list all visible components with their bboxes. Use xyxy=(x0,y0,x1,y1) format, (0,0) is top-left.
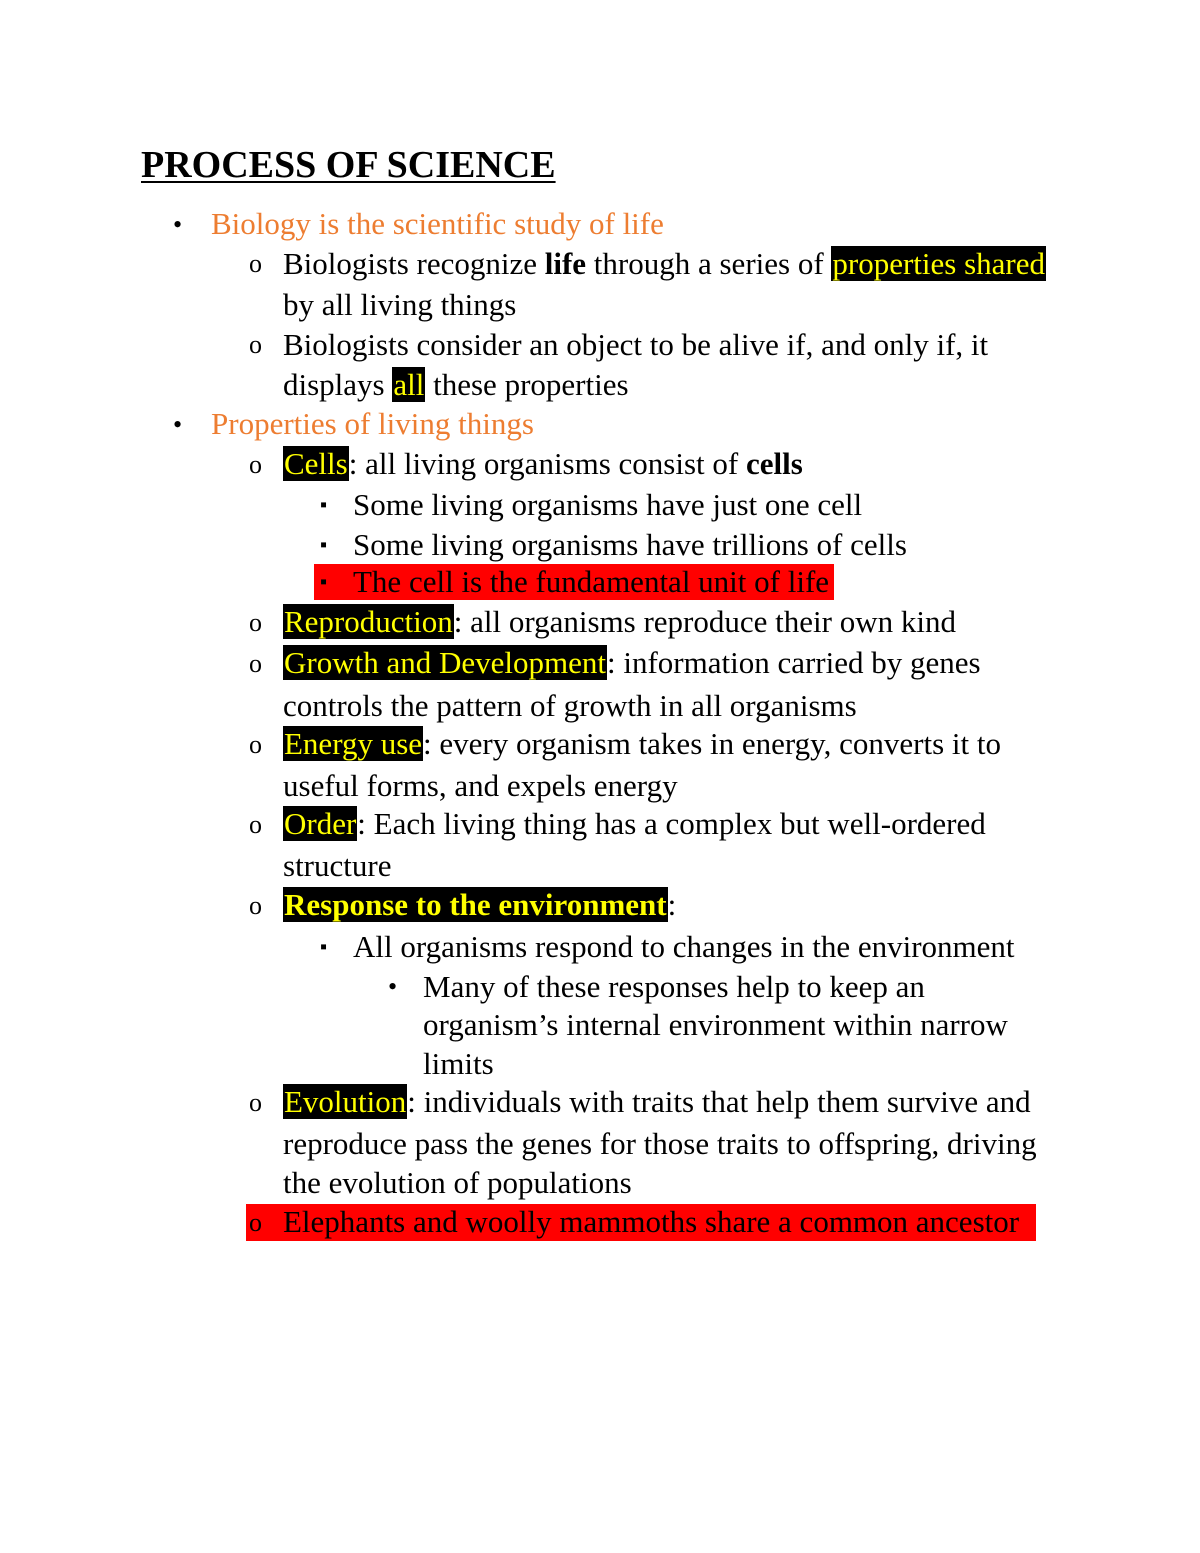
list-item-continuation: organism’s internal environment within narrow xyxy=(423,1007,1008,1042)
list-item-continuation: reproduce pass the genes for those traits to offspring, driving xyxy=(283,1126,1037,1161)
list-item: Some living organisms have trillions of cells xyxy=(353,527,907,562)
list-item-continuation: limits xyxy=(423,1046,494,1081)
bullet-square: ▪ xyxy=(320,494,328,516)
bullet-circle: o xyxy=(249,330,262,359)
list-item-continuation: controls the pattern of growth in all organisms xyxy=(283,688,857,723)
list-item: Response to the environment: xyxy=(284,887,677,922)
list-item: Biologists consider an object to be alive if, and only if, it xyxy=(283,327,989,362)
page-title: PROCESS OF SCIENCE xyxy=(141,144,556,186)
bullet-circle: o xyxy=(249,1088,262,1117)
bullet-circle: o xyxy=(249,1208,262,1237)
highlight: properties shared xyxy=(832,246,1046,281)
heading-biology: Biology is the scientific study of life xyxy=(211,206,664,241)
bullet-circle: o xyxy=(249,891,262,920)
bullet-circle: o xyxy=(249,730,262,759)
bullet-circle: o xyxy=(249,649,262,678)
bullet-circle: o xyxy=(249,810,262,839)
list-item-continuation: useful forms, and expels energy xyxy=(283,768,678,803)
highlight: all xyxy=(393,367,425,402)
list-item-continuation: structure xyxy=(283,848,392,883)
list-item: Energy use: every organism takes in energy, converts it to xyxy=(284,726,1001,761)
list-item: Growth and Development: information carried by genes xyxy=(284,645,981,680)
list-item-continuation: the evolution of populations xyxy=(283,1165,632,1200)
bullet-disc: • xyxy=(388,972,398,1001)
bullet-square: ▪ xyxy=(320,571,328,593)
list-item-highlighted: Elephants and woolly mammoths share a common ancestor xyxy=(283,1204,1020,1239)
bullet-circle: o xyxy=(249,450,262,479)
list-item-continuation: displays all these properties xyxy=(283,367,629,402)
list-item: Order: Each living thing has a complex but well-ordered xyxy=(284,806,986,841)
list-item: Biologists recognize life through a series of properties shared xyxy=(283,246,1046,281)
list-item-continuation: by all living things xyxy=(283,287,517,322)
bullet-circle: o xyxy=(249,249,262,278)
bullet-square: ▪ xyxy=(320,936,328,958)
bullet-disc: • xyxy=(173,410,183,439)
list-item: Many of these responses help to keep an xyxy=(423,969,925,1004)
highlight: Response to the environment xyxy=(284,887,667,922)
bullet-circle: o xyxy=(249,608,262,637)
highlight: Cells xyxy=(284,446,348,481)
highlight: Reproduction xyxy=(284,604,453,639)
list-item: Cells: all living organisms consist of cells xyxy=(284,446,803,481)
bullet-square: ▪ xyxy=(320,534,328,556)
list-item: All organisms respond to changes in the environment xyxy=(353,929,1015,964)
highlight: Evolution xyxy=(284,1084,407,1119)
heading-properties: Properties of living things xyxy=(211,406,534,441)
highlight: Order xyxy=(284,806,357,841)
list-item: Some living organisms have just one cell xyxy=(353,487,863,522)
list-item-highlighted: The cell is the fundamental unit of life xyxy=(353,564,830,599)
list-item: Evolution: individuals with traits that help them survive and xyxy=(284,1084,1031,1119)
highlight: Energy use xyxy=(284,726,423,761)
highlight: Growth and Development xyxy=(284,645,606,680)
list-item: Reproduction: all organisms reproduce their own kind xyxy=(284,604,956,639)
bullet-disc: • xyxy=(173,210,183,239)
